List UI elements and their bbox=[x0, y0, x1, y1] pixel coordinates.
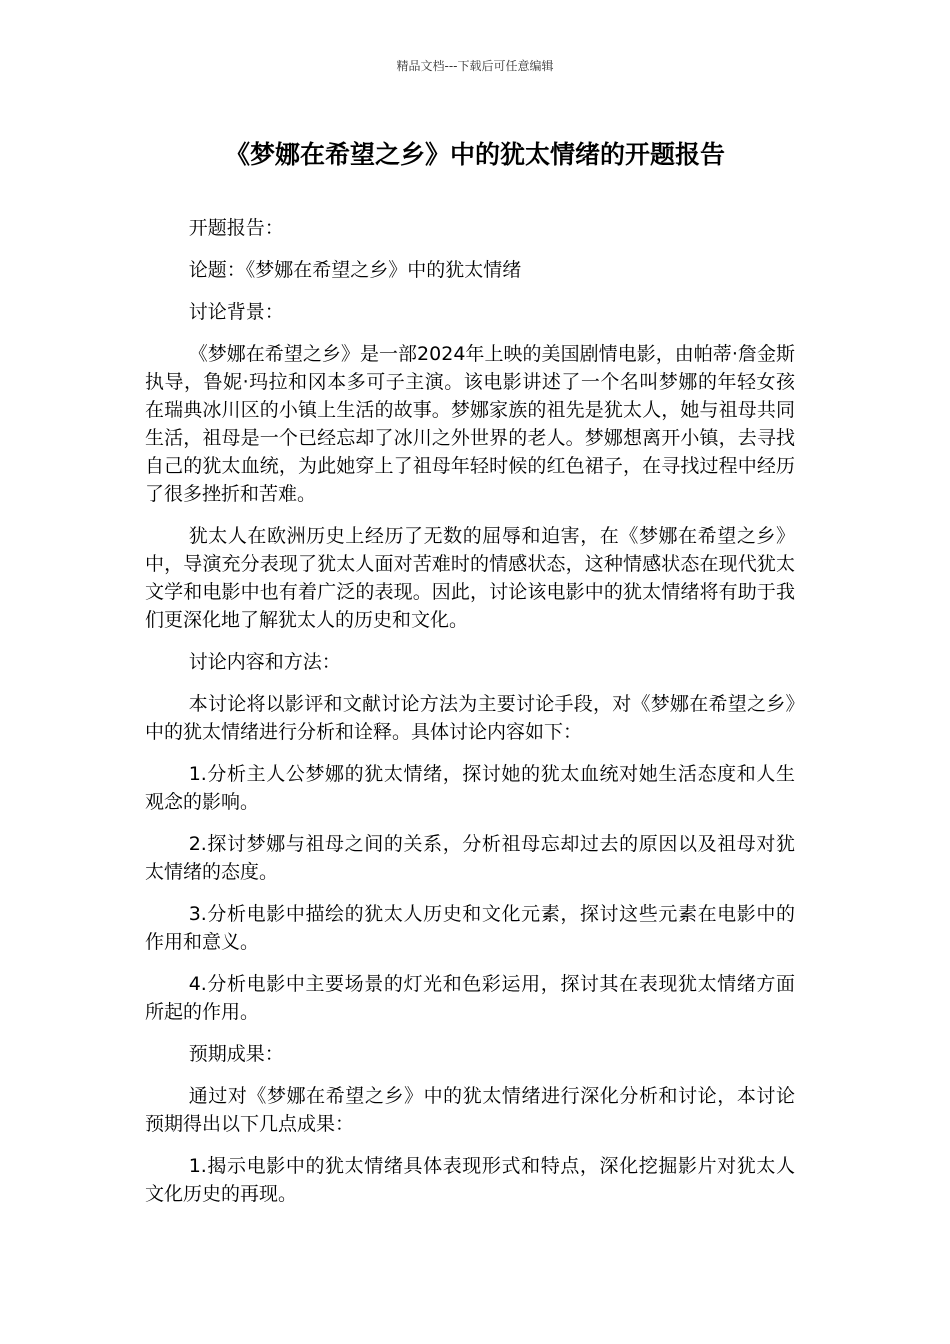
paragraph-results-heading: 预期成果： bbox=[188, 1043, 284, 1065]
paragraph-background-heading: 讨论背景： bbox=[188, 301, 284, 323]
list-item-method-3: 3.分析电影中描绘的犹太人历史和文化元素，探讨这些元素在电影中的作用和意义。 bbox=[145, 903, 795, 953]
list-item-result-1: 1.揭示电影中的犹太情绪具体表现形式和特点，深化挖掘影片对犹太人文化历史的再现。 bbox=[145, 1155, 795, 1205]
header-note: 精品文档---下载后可任意编辑 bbox=[396, 59, 554, 73]
paragraph-results-intro: 通过对《梦娜在希望之乡》中的犹太情绪进行深化分析和讨论，本讨论预期得出以下几点成果： bbox=[145, 1085, 795, 1135]
document-title: 《梦娜在希望之乡》中的犹太情绪的开题报告 bbox=[224, 140, 725, 169]
paragraph-background-2: 犹太人在欧洲历史上经历了无数的屈辱和迫害，在《梦娜在希望之乡》中，导演充分表现了犹太人面对苦难时的情感状态，这种情感状态在现代犹太文学和电影中也有着广泛的表现。因此，讨论该电影中的犹太情绪将有助于我们更深化地了解犹太人的历史和文化。 bbox=[145, 525, 795, 631]
paragraph-methods-intro: 本讨论将以影评和文献讨论方法为主要讨论手段，对《梦娜在希望之乡》中的犹太情绪进行分析和诠释。具体讨论内容如下： bbox=[145, 693, 795, 743]
list-item-method-1: 1.分析主人公梦娜的犹太情绪，探讨她的犹太血统对她生活态度和人生观念的影响。 bbox=[145, 763, 795, 813]
list-item-method-2: 2.探讨梦娜与祖母之间的关系，分析祖母忘却过去的原因以及祖母对犹太情绪的态度。 bbox=[145, 833, 795, 883]
paragraph-methods-heading: 讨论内容和方法： bbox=[188, 651, 341, 673]
list-item-method-4: 4.分析电影中主要场景的灯光和色彩运用，探讨其在表现犹太情绪方面所起的作用。 bbox=[145, 973, 795, 1023]
paragraph-report-label: 开题报告： bbox=[188, 217, 284, 239]
document-body bbox=[145, 214, 795, 1222]
paragraph-topic: 论题：《梦娜在希望之乡》中的犹太情绪 bbox=[188, 259, 522, 281]
paragraph-background-1: 《梦娜在希望之乡》是一部2024年上映的美国剧情电影，由帕蒂·詹金斯执导，鲁妮·玛拉和冈本多可子主演。该电影讲述了一个名叫梦娜的年轻女孩在瑞典冰川区的小镇上生活的故事。梦娜家族的祖先是犹太人，她与祖母共同生活，祖母是一个已经忘却了冰川之外世界的老人。梦娜想离开小镇，去寻找自己的犹太血统，为此她穿上了祖母年轻时候的红色裙子，在寻找过程中经历了很多挫折和苦难。 bbox=[145, 343, 795, 505]
